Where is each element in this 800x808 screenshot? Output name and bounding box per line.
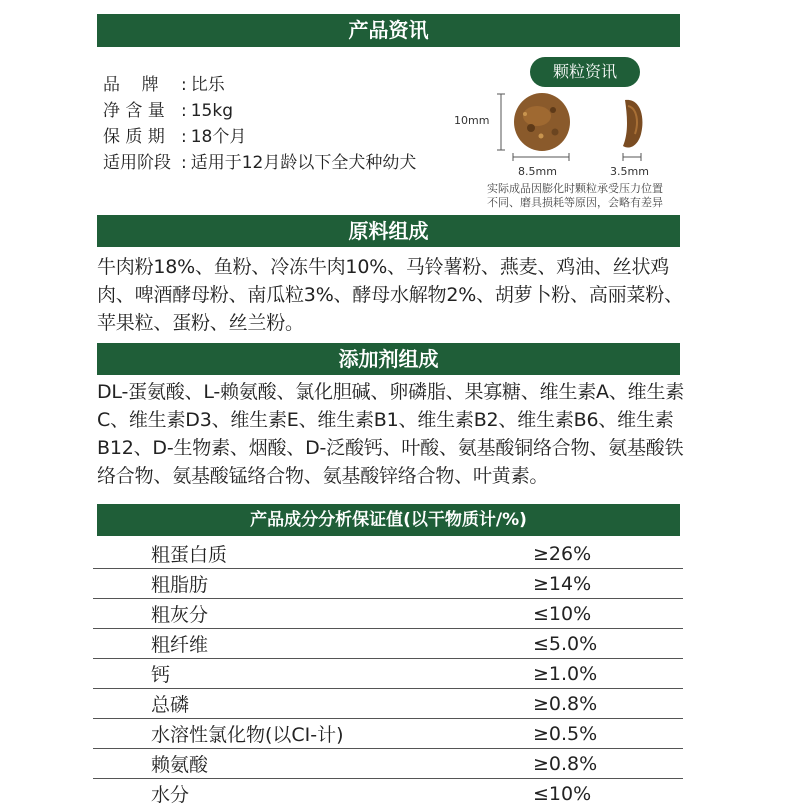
table-row: 粗蛋白质 ≥26% bbox=[93, 539, 683, 569]
product-info-list bbox=[103, 73, 416, 177]
additives-text: DL-蛋氨酸、L-赖氨酸、氯化胆碱、卵磷脂、果寡糖、维生素A、维生素C、维生素D3、维生素E、维生素B1、维生素B2、维生素B6、维生素B12、D-生物素、烟酸、D-泛酸钙、叶酸、氨基酸铜络合物、氨基酸铁络合物、氨基酸锰络合物、氨基酸锌络合物、叶黄素。 bbox=[97, 378, 687, 490]
info-label: 净 含 量 bbox=[103, 99, 181, 124]
info-value: 15kg bbox=[191, 101, 233, 121]
info-row-shelf-life: 保 质 期 : 18个月 bbox=[103, 125, 416, 151]
table-row: 总磷 ≥0.8% bbox=[93, 689, 683, 719]
info-label: 适用阶段 bbox=[103, 151, 181, 176]
info-row-stage: 适用阶段 : 适用于12月龄以下全犬种幼犬 bbox=[103, 151, 416, 177]
table-row: 钙 ≥1.0% bbox=[93, 659, 683, 689]
table-row: 水溶性氯化物(以CI-计) ≥0.5% bbox=[93, 719, 683, 749]
info-row-brand: 品 牌 : 比乐 bbox=[103, 73, 416, 99]
kibble-info-badge: 颗粒资讯 bbox=[530, 57, 640, 87]
analysis-table bbox=[93, 539, 683, 808]
info-value: 18个月 bbox=[191, 127, 247, 147]
kibble-side-image bbox=[623, 100, 642, 148]
info-value: 比乐 bbox=[191, 75, 225, 95]
ingredients-text: 牛肉粉18%、鱼粉、冷冻牛肉10%、马铃薯粉、燕麦、鸡油、丝状鸡肉、啤酒酵母粉、南瓜粒3%、酵母水解物2%、胡萝卜粉、高丽菜粉、苹果粒、蛋粉、丝兰粉。 bbox=[97, 253, 687, 337]
info-label: 品 牌 bbox=[103, 73, 181, 98]
ingredients-header: 原料组成 bbox=[97, 215, 680, 247]
table-row: 粗脂肪 ≥14% bbox=[93, 569, 683, 599]
kibble-thickness-label: 3.5mm bbox=[610, 165, 649, 178]
kibble-round-image bbox=[514, 93, 570, 151]
additives-header: 添加剂组成 bbox=[97, 343, 680, 375]
kibble-height-label: 10mm bbox=[454, 114, 489, 127]
analysis-header: 产品成分分析保证值(以干物质计/%) bbox=[97, 504, 680, 536]
table-row: 赖氨酸 ≥0.8% bbox=[93, 749, 683, 779]
kibble-note: 实际成品因膨化时颗粒承受压力位置 不同、磨具损耗等原因，会略有差异 bbox=[463, 182, 687, 210]
kibble-diagram bbox=[465, 88, 685, 183]
product-info-header: 产品资讯 bbox=[97, 14, 680, 47]
info-value: 适用于12月龄以下全犬种幼犬 bbox=[191, 153, 417, 173]
kibble-width-label: 8.5mm bbox=[518, 165, 557, 178]
table-row: 水分 ≤10% bbox=[93, 779, 683, 808]
table-row: 粗纤维 ≤5.0% bbox=[93, 629, 683, 659]
info-row-net-weight: 净 含 量 : 15kg bbox=[103, 99, 416, 125]
info-label: 保 质 期 bbox=[103, 125, 181, 150]
table-row: 粗灰分 ≤10% bbox=[93, 599, 683, 629]
